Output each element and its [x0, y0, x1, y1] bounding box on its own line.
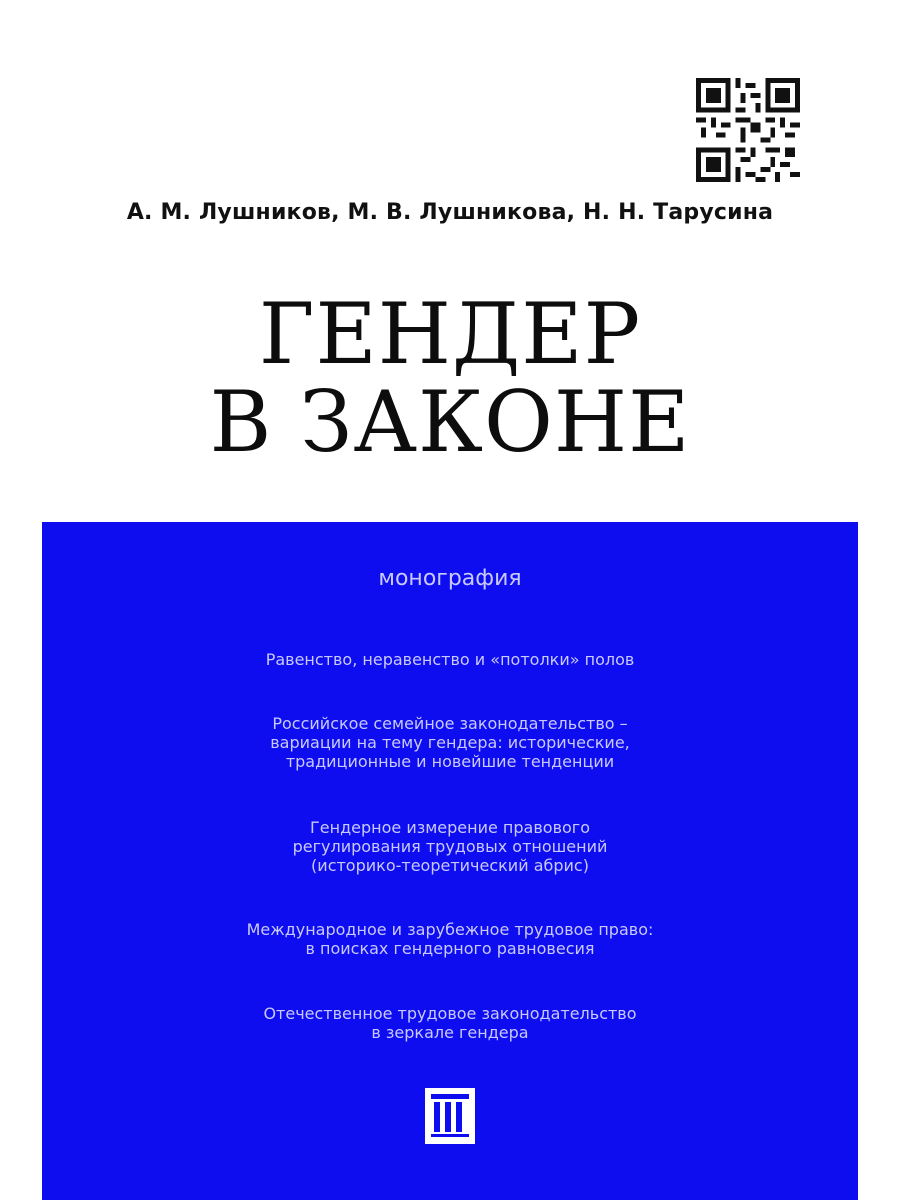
- topic-line: Гендерное измерение правового: [310, 818, 590, 837]
- topic-line: Российское семейное законодательство –: [272, 714, 628, 733]
- topic-line: вариации на тему гендера: исторические,: [270, 733, 630, 752]
- topic-item: [42, 920, 858, 958]
- topic-item: [42, 818, 858, 875]
- book-title-line1: ГЕНДЕР: [258, 285, 642, 383]
- genre-label: монография: [378, 566, 522, 591]
- blue-panel: [42, 522, 858, 1200]
- topic-line: в зеркале гендера: [371, 1023, 529, 1042]
- topic-item: [42, 1004, 858, 1042]
- topic-line: Отечественное трудовое законодательство: [263, 1004, 637, 1023]
- qr-code-icon: [696, 78, 800, 182]
- publisher-logo-icon: [425, 1088, 475, 1144]
- topic-line: (историко-теоретический абрис): [311, 856, 589, 875]
- topic-line: регулирования трудовых отношений: [292, 837, 608, 856]
- topic-line: Равенство, неравенство и «потолки» полов: [265, 650, 635, 669]
- book-title-line2: В ЗАКОНЕ: [209, 373, 691, 471]
- topic-line: в поисках гендерного равновесия: [305, 939, 595, 958]
- authors: А. М. Лушников, М. В. Лушникова, Н. Н. Тарусина: [126, 200, 774, 225]
- topic-item: [42, 650, 858, 669]
- topic-item: [42, 714, 858, 771]
- topic-line: традиционные и новейшие тенденции: [285, 752, 615, 771]
- topic-line: Международное и зарубежное трудовое право:: [246, 920, 654, 939]
